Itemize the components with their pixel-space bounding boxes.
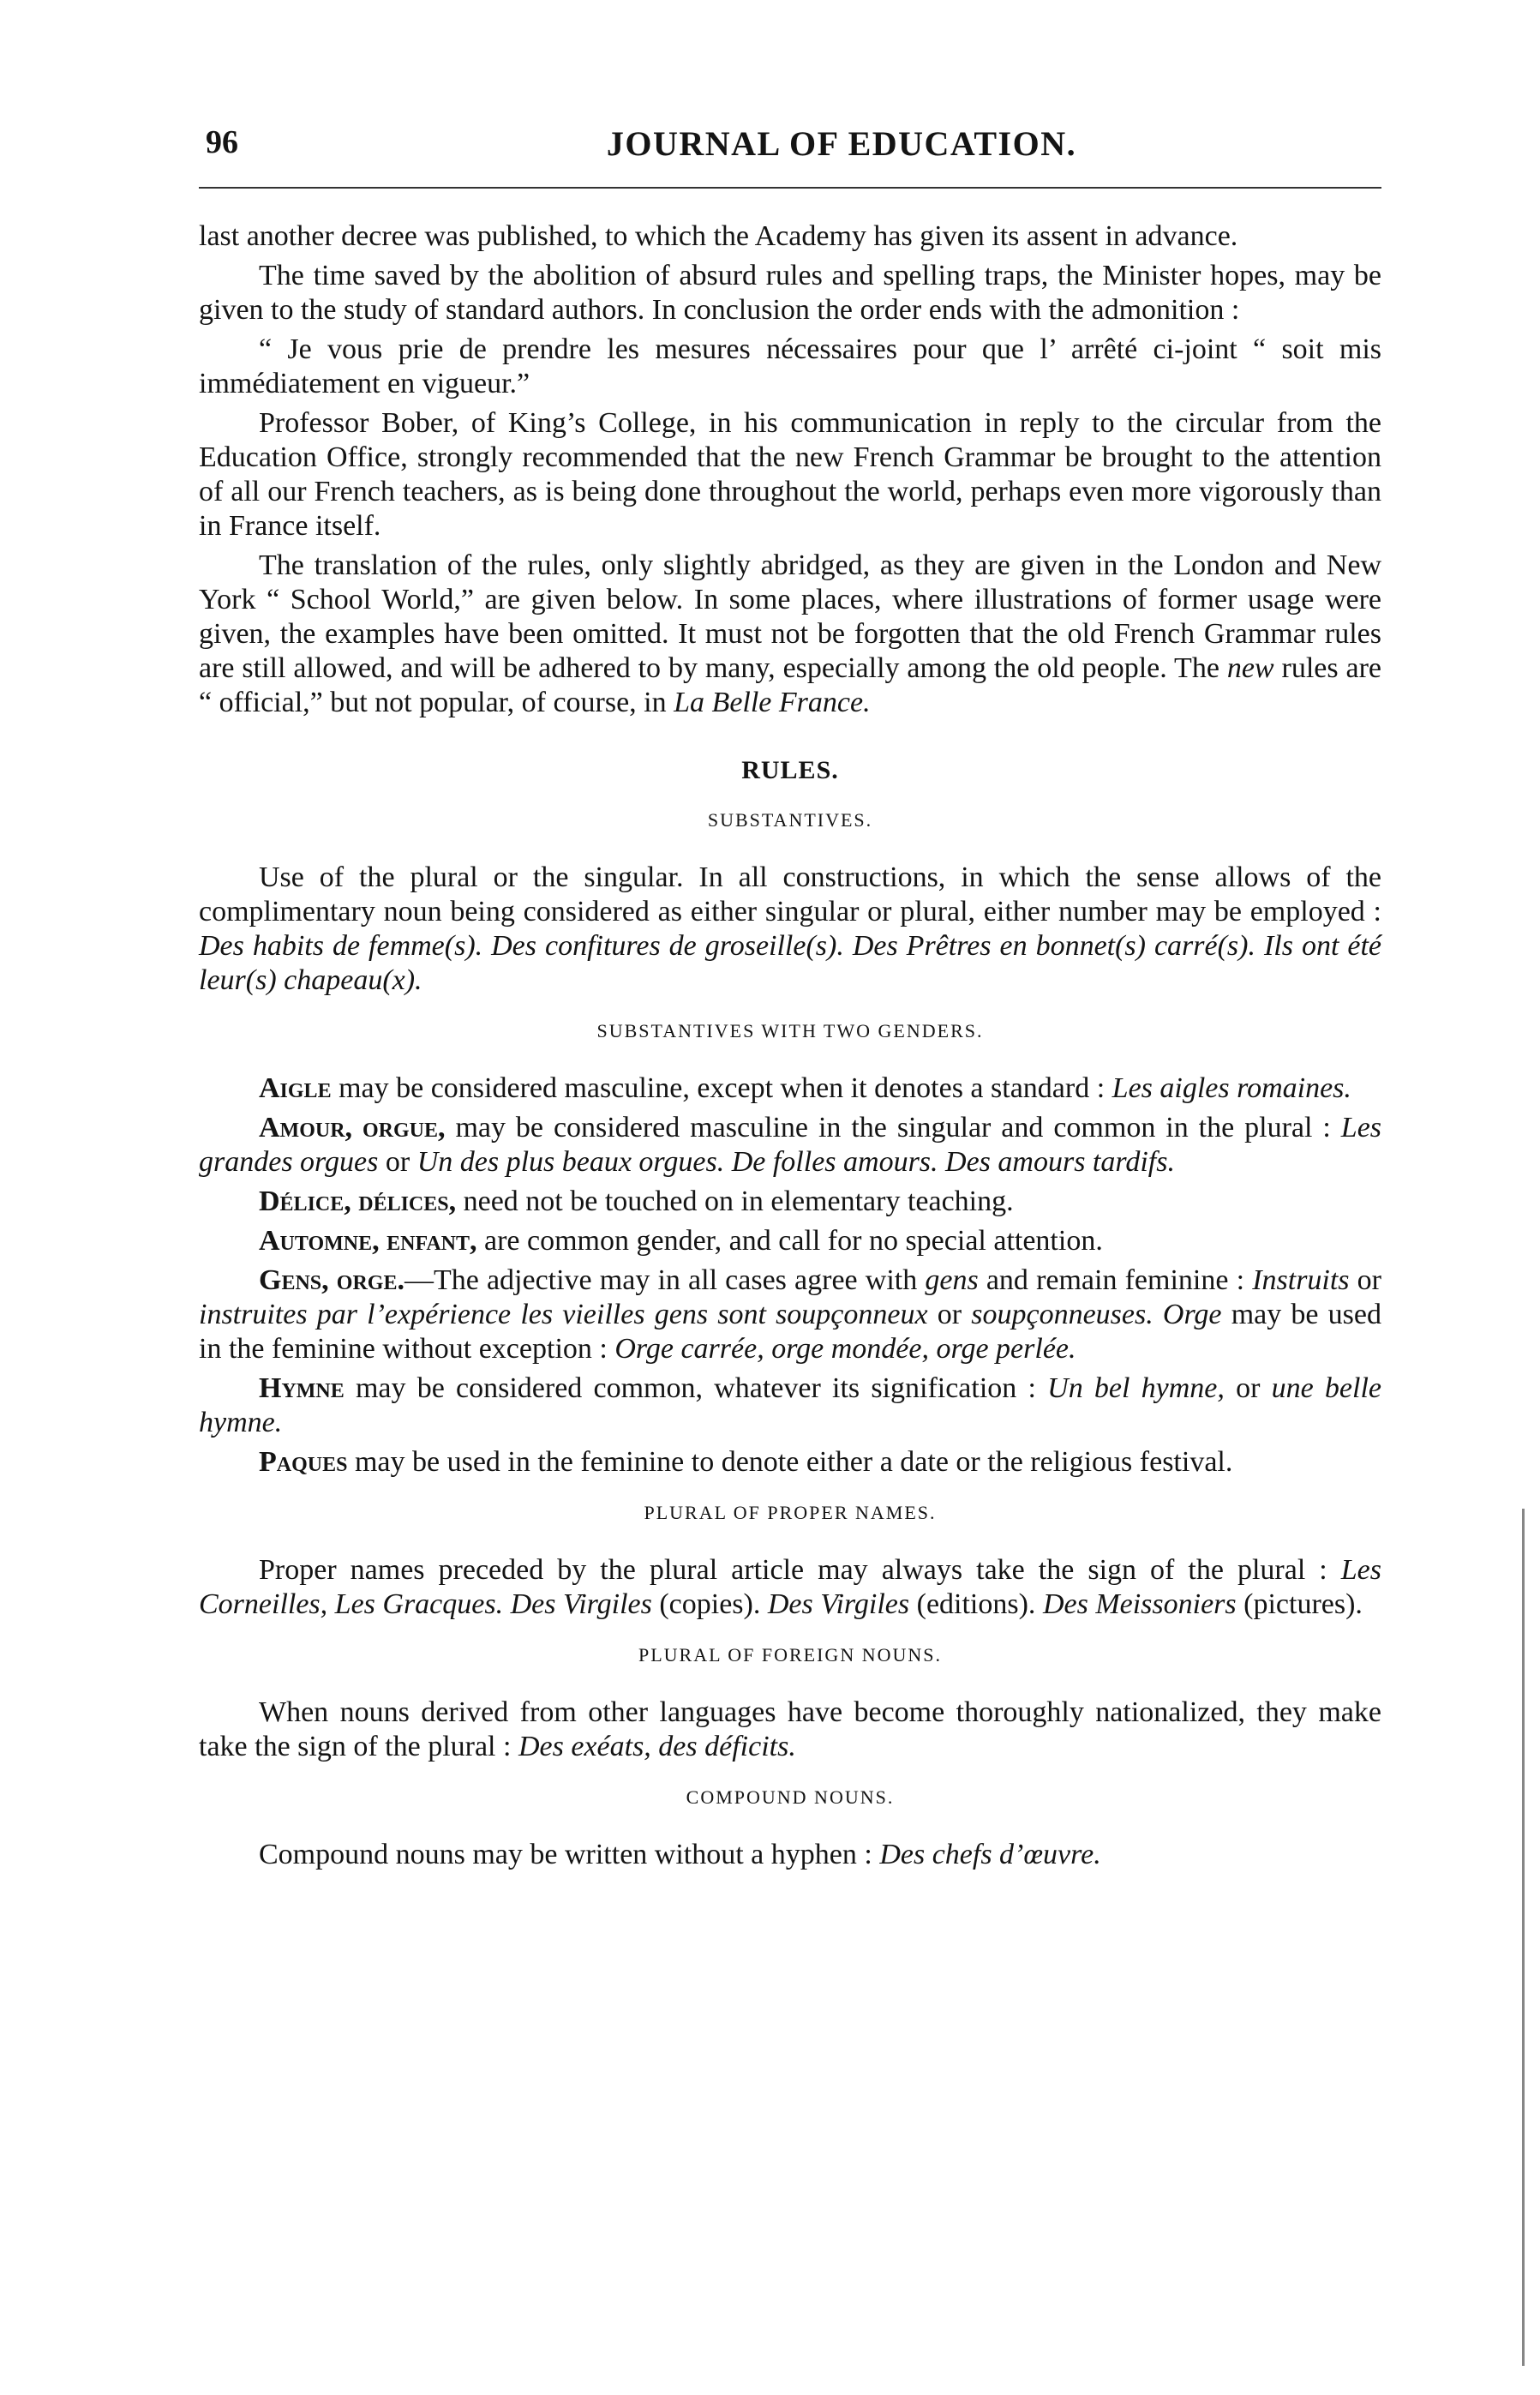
proper-names-heading: PLURAL OF PROPER NAMES. <box>644 1502 937 1523</box>
hymne-paragraph <box>199 1372 1381 1440</box>
gens-word: gens <box>925 1264 979 1296</box>
gens-text-2: and remain feminine : <box>978 1264 1253 1296</box>
intro-paragraph-1: last another decree was published, to which the Academy has given its assent in advance. <box>199 220 1238 252</box>
rules-heading: RULES. <box>741 756 839 784</box>
compound-nouns-text: Compound nouns may be written without a hyphen : <box>259 1839 880 1870</box>
proper-names-pictures: (pictures). <box>1236 1588 1363 1620</box>
hymne-term: Hymne <box>259 1372 345 1404</box>
paques-paragraph <box>199 1445 1381 1480</box>
belle-france: La Belle France. <box>674 687 871 718</box>
foreign-nouns-examples: Des exéats, des déficits. <box>518 1731 796 1762</box>
hymne-example-1: Un bel hymne, <box>1047 1372 1225 1404</box>
intro-paragraph-bober: Professor Bober, of King’s College, in his communication in reply to the circular from the Education Office, strongly recommended that the new French Grammar be brought to the attention of all our French teachers, as is being done throughout the world, perhaps even more vigorously than in France itself. <box>199 407 1381 542</box>
binding-edge-mark <box>1522 1509 1525 2366</box>
gens-or-2: or <box>927 1299 972 1330</box>
amour-example-1: Les grandes orgues <box>199 1112 1382 1178</box>
gens-text-1: —The adjective may in all cases agree with <box>404 1264 926 1296</box>
gens-or: or <box>1349 1264 1382 1296</box>
hymne-or: or <box>1224 1372 1272 1404</box>
gens-example-4: Orge carrée, orge mondée, orge perlée. <box>614 1333 1076 1365</box>
amour-paragraph <box>199 1111 1381 1179</box>
automne-text: are common gender, and call for no special attention. <box>476 1225 1103 1257</box>
new-word: new <box>1226 652 1274 684</box>
substantives-heading: SUBSTANTIVES. <box>707 809 873 831</box>
page-header <box>199 120 1381 182</box>
gens-paragraph <box>199 1264 1381 1366</box>
proper-names-text: Proper names preceded by the plural article may always take the sign of the plural : <box>259 1554 1341 1586</box>
amour-term: Amour, orgue, <box>259 1112 446 1143</box>
proper-names-paragraph <box>199 1553 1381 1622</box>
page-number: 96 <box>206 124 238 160</box>
gens-term: Gens, orge. <box>259 1264 404 1296</box>
journal-page <box>199 120 1381 1877</box>
amour-text: may be considered masculine in the singular and common in the plural : <box>445 1112 1341 1143</box>
gens-example-3: soupçonneuses. Orge <box>971 1299 1222 1330</box>
translation-text: The translation of the rules, only slightly abridged, as they are given in the London and New York “ School World,” are given below. In some places, where illustrations of former usage were given, the examples have been omitted. It must not be forgotten that the old French Grammar rules are still allowed, and will be adhered to by many, especially among the old people. The <box>199 549 1381 684</box>
hymne-text: may be considered common, whatever its signification : <box>344 1372 1048 1404</box>
amour-example-2: Un des plus beaux orgues. De folles amours. Des amours tardifs. <box>416 1146 1175 1178</box>
quoted-admonition: “ Je vous prie de prendre les mesures nécessaires pour que l’ arrêté ci-joint “ soit mis immédiatement en vigueur.” <box>199 333 1381 399</box>
substantives-examples: Des habits de femme(s). Des confitures de groseille(s). Des Prêtres en bonnet(s) carré(s). Ils ont été leur(s) chapeau(x). <box>199 930 1381 996</box>
delice-text: need not be touched on in elementary teaching. <box>456 1185 1014 1217</box>
translation-text-2: rules are “ official,” but not popular, of course, in <box>199 652 1381 718</box>
journal-title: JOURNAL OF EDUCATION. <box>606 124 1077 163</box>
substantives-text: Use of the plural or the singular. In all constructions, in which the sense allows of the complimentary noun being considered as either singular or plural, either number may be employed : <box>199 861 1381 927</box>
intro-paragraph-translation <box>199 549 1381 720</box>
header-rule <box>199 187 1381 189</box>
compound-nouns-paragraph <box>199 1838 1381 1872</box>
gens-example-1: Instruits <box>1252 1264 1350 1296</box>
aigle-example: Les aigles romaines. <box>1112 1072 1351 1104</box>
paques-term: Paques <box>259 1446 348 1478</box>
gens-text-3: may be used in the feminine without exception : <box>199 1299 1381 1365</box>
compound-nouns-examples: Des chefs d’œuvre. <box>879 1839 1101 1870</box>
proper-names-example-2: Des Virgiles <box>767 1588 910 1620</box>
intro-paragraph-2: The time saved by the abolition of absurd rules and spelling traps, the Minister hopes, may be given to the study of standard authors. In conclusion the order ends with the admonition : <box>199 260 1381 326</box>
automne-paragraph <box>199 1224 1381 1258</box>
aigle-paragraph <box>199 1071 1381 1106</box>
hymne-example-2: une belle hymne. <box>199 1372 1382 1438</box>
proper-names-example-3: Des Meissoniers <box>1042 1588 1237 1620</box>
gens-example-2: instruites par l’expérience les vieilles gens sont soupçonneux <box>199 1299 928 1330</box>
aigle-text: may be considered masculine, except when it denotes a standard : <box>331 1072 1112 1104</box>
compound-nouns-heading: COMPOUND NOUNS. <box>686 1786 895 1808</box>
foreign-nouns-heading: PLURAL OF FOREIGN NOUNS. <box>638 1644 942 1666</box>
substantives-paragraph <box>199 861 1381 998</box>
proper-names-copies: (copies). <box>651 1588 768 1620</box>
delice-paragraph <box>199 1185 1381 1219</box>
aigle-term: Aigle <box>259 1072 332 1104</box>
two-genders-heading: SUBSTANTIVES WITH TWO GENDERS. <box>596 1020 984 1041</box>
paques-text: may be used in the feminine to denote either a date or the religious festival. <box>347 1446 1233 1478</box>
foreign-nouns-text: When nouns derived from other languages have become thoroughly nationalized, they make take the sign of the plural : <box>199 1696 1381 1762</box>
proper-names-example-1: Les Corneilles, Les Gracques. Des Virgiles <box>199 1554 1381 1620</box>
foreign-nouns-paragraph <box>199 1696 1381 1764</box>
automne-term: Automne, enfant, <box>259 1225 477 1257</box>
delice-term: Délice, délices, <box>259 1185 457 1217</box>
proper-names-editions: (editions). <box>909 1588 1043 1620</box>
amour-or: or <box>378 1146 417 1178</box>
